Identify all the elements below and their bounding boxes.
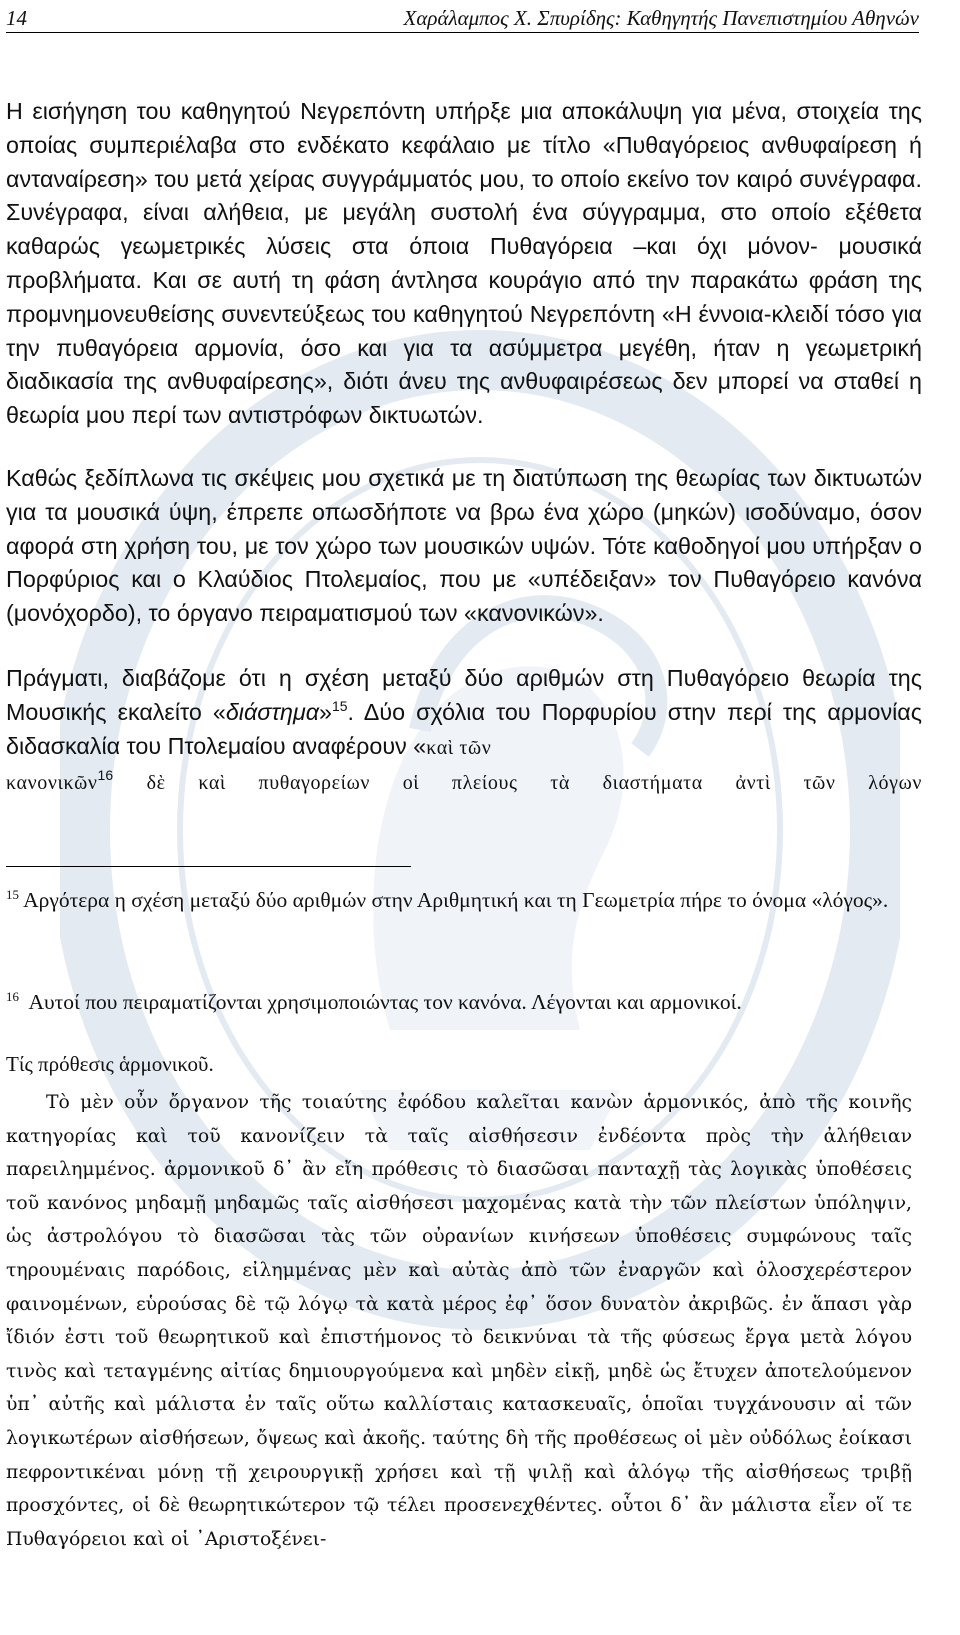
footnote-16-number: 16 (6, 989, 19, 1004)
page-number: 14 (6, 6, 27, 30)
footnote-15-text: Αργότερα η σχέση μεταξύ δύο αριθμών στην Αριθμητική και τη Γεωμετρία πήρε το όνομα «λόγος». (23, 888, 889, 912)
footnote-separator (6, 866, 411, 867)
paragraph-3-close-quote: » (319, 698, 332, 725)
running-title: Χαράλαμπος Χ. Σπυρίδης: Καθηγητής Πανεπιστημίου Αθηνών (403, 6, 919, 30)
greek-quote-part-b: κανονικῶν (6, 772, 98, 795)
page-header (6, 4, 919, 33)
body-paragraph-2: Καθώς ξεδίπλωνα τις σκέψεις μου σχετικά με τη διατύπωση της θεωρίας των δικτυωτών για τα μουσικά ύψη, έπρεπε οπωσδήποτε να βρω ένα χώρο (μηκών) ισοδύναμο, όσον αφορά στη χρήση του, με τον χώρο των μουσικών υψών. Τότε καθοδηγοί μου υπήρξαν ο Πορφύριος και ο Κλαύδιος Πτολεμαίος, που με «υπέδειξαν» τον Πυθαγόρειο κανόνα (μονόχορδο), το όργανο πειραματισμού των «κανονικών». (6, 465, 922, 627)
footnote-16 (6, 984, 922, 1020)
footnote-16-text: Αυτοί που πειραματίζονται χρησιμοποιώντας τον κανόνα. Λέγονται και αρμονικοί. (28, 990, 742, 1014)
body-paragraph-3 (6, 662, 922, 801)
greek-quotation-text: Τὸ μὲν οὖν ὄργανον τῆς τοιαύτης ἐφόδου καλεῖται κανὼν ἁρμονικός, ἀπὸ τῆς κοινῆς κατηγορίας καὶ τοῦ κανονίζειν τὰ ταῖς αἰσθήσεσιν ἐνδέοντα πρὸς τὴν ἀλήθειαν παρειλημμένος. ἁρμονικοῦ δ᾽ ἂν εἴη πρόθεσις τὸ διασῶσαι πανταχῇ τὰς λογικὰς ὑποθέσεις τοῦ κανόνος μηδαμῇ μηδαμῶς ταῖς αἰσθήσεσι μαχομένας κατὰ τὴν τῶν πλείστων ὑπόληψιν, ὡς ἀστρολόγου τὸ διασῶσαι τὰς τῶν οὐρανίων κινήσεων ὑποθέσεις συμφώνους ταῖς τηρουμέναις παρόδοις, εἰλημμένας μὲν καὶ αὐτὰς ἀπὸ τῶν ἐναργῶν καὶ ὁλοσχερέστερον φαινομένων, εὑρούσας δὲ τῷ λόγῳ τὰ κατὰ μέρος ἐφ᾽ ὅσον δυνατὸν ἀκριβῶς. ἐν ἅπασι γὰρ ἴδιόν ἐστι τοῦ θεωρητικοῦ καὶ ἐπιστήμονος τὸ δεικνύναι τὰ τῆς φύσεως ἔργα μετὰ λόγου τινὸς καὶ τεταγμένης αἰτίας δημιουργούμενα καὶ μηδὲν εἰκῇ, μηδὲ ὡς ἔτυχεν ἀποτελούμενον ὑπ᾽ αὐτῆς καὶ μάλιστα ἐν ταῖς οὕτω καλλίσταις κατασκευαῖς, ὁποῖαι τυγχάνουσιν αἱ τῶν λογικωτέρων αἰσθήσεων, ὄψεως καὶ ἀκοῆς. ταύτης δὴ τῆς προθέσεως οἱ μὲν οὐδόλως ἐοίκασι πεφροντικέναι μόνῃ τῇ χειρουργικῇ χρήσει καὶ τῇ ψιλῇ καὶ ἀλόγῳ τῆς αἰσθήσεως τριβῇ προσχόντες, οἱ δὲ θεωρητικώτερον τῷ τέλει προσενεχθέντες. οὗτοι δ᾽ ἂν μάλιστα εἶεν οἵ τε Πυθαγόρειοι καὶ οἱ ᾽Αριστοξένει- (6, 1092, 912, 1550)
paragraph-3-text-start: Πράγματι, διαβάζομε ότι η σχέση μεταξύ δύο αριθμών στη Πυθαγόρειο θεωρία της Μουσικής εκαλείτο « (6, 665, 922, 725)
greek-quote-part-c: δὲ καὶ πυθαγορείων οἱ πλείους τὰ διαστήματα ἀντὶ τῶν λόγων (146, 772, 922, 795)
paragraph-3-text-middle: . Δύο σχόλια του Πορφυρίου στην περί της αρμονίας διδασκαλία του Πτολεμαίου αναφέρουν « (6, 698, 923, 759)
footnote-15 (6, 882, 922, 918)
greek-quotation-title: Τίς πρόθεσις ἁρμονικοῦ. (6, 1052, 214, 1076)
footnote-ref-16[interactable]: 16 (97, 767, 114, 784)
body-paragraph-1: Η εισήγηση του καθηγητού Νεγρεπόντη υπήρξε μια αποκάλυψη για μένα, στοιχεία της οποίας συμπεριέλαβα στο ενδέκατο κεφάλαιο με τίτλο «Πυθαγόρειος ανθυφαίρεση ή ανταναίρεση» του μετά χείρας συγγράμματός μου, το οποίο εκείνο τον καιρό συνέγραφα. Συνέγραφα, είναι αλήθεια, με μεγάλη συστολή ένα σύγγραμμα, στο οποίο εξέθετα καθαρώς γεωμετρικές λύσεις στα όποια Πυθαγόρεια –και όχι μόνον- μουσικά προβλήματα. Και σε αυτή τη φάση άντλησα κουράγιο από την παρακάτω φράση της προμνημονευθείσης συνεντεύξεως του καθηγητού Νεγρεπόντη «Η έννοια-κλειδί τόσο για την πυθαγόρεια αρμονία, όσο και για τα ασύμμετρα μεγέθη, ήταν η γεωμετρική διαδικασία της ανθυφαίρεσης», διότι άνευ της ανθυφαιρέσεως δεν μπορεί να σταθεί η θεωρία μου περί των αντιστρόφων δικτυωτών. (6, 98, 922, 429)
greek-quotation (6, 1086, 912, 1556)
term-diastema: διάστημα (225, 698, 320, 725)
footnote-ref-15[interactable]: 15 (331, 698, 348, 715)
greek-quote-part-a: καὶ τῶν (426, 736, 492, 759)
footnote-15-number: 15 (6, 887, 19, 902)
